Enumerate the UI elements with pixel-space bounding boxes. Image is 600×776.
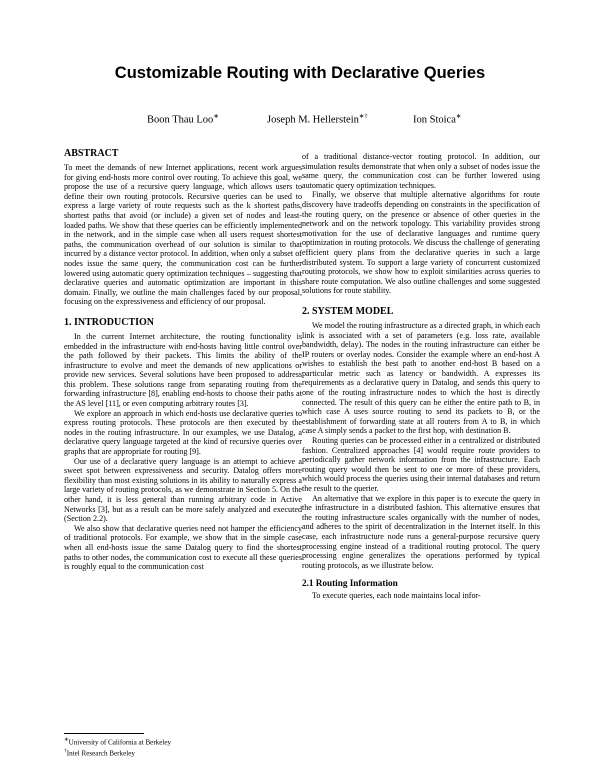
author-name: Boon Thau Loo — [147, 114, 214, 126]
author — [147, 112, 219, 126]
author-affiliation-mark: ∗ — [213, 113, 219, 120]
paragraph: In the current Internet architecture, the routing functionality is embedded in the infrastructure with end-hosts having little control over the path followed by their packets. This limits the ability of the infrastructure to evolve and meet the demands of new applications or provide new services. Several solutions have been proposed to address this problem. These solutions range from separating routing from the forwarding infrastructure [8], enabling end-hosts to choose their paths at the AS level [11], or even computing arbitrary routes [3]. — [64, 331, 302, 409]
footnotes — [64, 733, 302, 758]
paragraph: To execute queries, each node maintains local infor- — [312, 591, 481, 601]
paper-title: Customizable Routing with Declarative Queries — [114, 64, 486, 82]
section-heading-introduction: 1. INTRODUCTION — [64, 316, 155, 328]
left-column — [64, 148, 302, 572]
author-affiliation-mark: ∗ — [455, 113, 462, 120]
footnote-mark: ∗ — [64, 737, 69, 743]
right-column — [302, 152, 540, 601]
section-heading-system-model: 2. SYSTEM MODEL — [302, 305, 394, 317]
author-list — [0, 112, 600, 128]
author-affiliation-mark: ∗† — [358, 113, 368, 120]
footnote-mark: † — [64, 747, 67, 754]
author — [267, 112, 368, 126]
author — [413, 112, 461, 126]
footnote-rule — [64, 733, 144, 734]
footnote — [64, 747, 302, 758]
footnote-text: University of California at Berkeley — [68, 738, 172, 747]
footnote-text: Intel Research Berkeley — [66, 749, 135, 758]
paragraph-continuation: of a traditional distance-vector routing protocol. In addition, our simulation results demonstrate that when only a subset of nodes issue the same query, the communication cost can be further lowered using automatic query optimization techniques. — [302, 152, 540, 190]
paragraph: Routing queries can be processed either in a centralized or distributed fashion. Centralized approaches [4] would require route providers to periodically gather network information from the infrastructure. Each routing query would then be sent to one or more of these providers, which would process the queries using their internal databases and return the result to the querier. — [302, 436, 540, 493]
footnote — [64, 736, 302, 747]
abstract-text: To meet the demands of new Internet applications, recent work argues for giving end-hosts more control over routing. To achieve this goal, we propose the use of a recursive query language, which allows users to define their own routing protocols. Recursive queries can be used to express a large variety of route requests such as the k shortest paths, shortest paths that avoid (or include) a given set of nodes and least-loaded paths. We show that these queries can be efficiently implemented in the network, and in the simple case when all users request shortest paths, the communication overhead of our solution is similar to that incurred by a distance vector protocol. In addition, when only a subset of nodes issue the same query, the communication cost can be further lowered using automatic query optimization techniques – suggesting that declarative queries and automatic optimization are important in this domain. Finally, we outline the main challenges faced by our proposal, focusing on the expressiveness and efficiency of our proposal. — [64, 163, 302, 307]
author-name: Joseph M. Hellerstein — [267, 114, 359, 126]
paragraph: We explore an approach in which end-hosts use declarative queries to express routing protocols. These protocols are then executed by the nodes in the routing infrastructure. In our examples, we use Datalog, a declarative query language targeted at the kind of recursive queries over graphs that are appropriate for routing [9]. — [64, 408, 302, 457]
paragraph: Finally, we observe that multiple alternative algorithms for route discovery have tradeoffs depending on constraints in the specification of the routing query, on the presence or absence of other queries in the network and on the network topology. This variability provides strong motivation for the use of declarative languages and runtime query optimization in routing protocols. We discuss the challenge of generating efficient query plans from the declarative queries in such a large distributed system. To support a large variety of concurrent customized routing protocols, we show how to exploit similarities across queries to share route computation. We also outline challenges and some suggested solutions for route stability. — [302, 190, 540, 296]
author-name: Ion Stoica — [413, 114, 456, 126]
paragraph: An alternative that we explore in this paper is to execute the query in the infrastructure in a distributed fashion. This alternative ensures that the routing infrastructure scales organically with the number of nodes, and adheres to the spirit of decentralization in the Internet itself. In this case, each infrastructure node runs a general-purpose recursive query processing engine instead of a traditional routing protocol. The query processing engine generalizes the operations performed by typical routing protocols, as we illustrate below. — [302, 493, 540, 570]
subsection-heading-routing-information: 2.1 Routing Information — [302, 578, 398, 589]
abstract-heading: ABSTRACT — [64, 148, 119, 159]
paragraph: We model the routing infrastructure as a directed graph, in which each link is associated with a set of parameters (e.g. loss rate, available bandwidth, delay). The nodes in the routing infrastructure can either be IP routers or overlay nodes. Consider the example where an end-host A wishes to establish the best path to another end-host B based on a particular metric such as latency or bandwidth. A expresses its requirements as a declarative query in Datalog, and sends this query to one of the routing infrastructure nodes to which the host is directly connected. The result of this query can be either the entire path to B, in which case A uses source routing to send its packets to B, or the establishment of forwarding state at all routers from A to B, in which case A simply sends a packet to the first hop, with destination B. — [302, 320, 540, 436]
paragraph: We also show that declarative queries need not hamper the efficiency of traditional protocols. For example, we show that in the simple case when all end-hosts issue the same Datalog query to find the shortest paths to other nodes, the communication cost to execute all these queries is roughly equal to the communication cost — [64, 523, 302, 572]
paragraph: Our use of a declarative query language is an attempt to achieve a sweet spot between expressiveness and security. Datalog offers more flexibility than most existing solutions in its ability to naturally express a large variety of routing protocols, as we demonstrate in Section 5. On the other hand, it is less general than running arbitrary code in Active Networks [3], but as a result can be more safely analyzed and executed (Section 2.2). — [64, 456, 302, 524]
